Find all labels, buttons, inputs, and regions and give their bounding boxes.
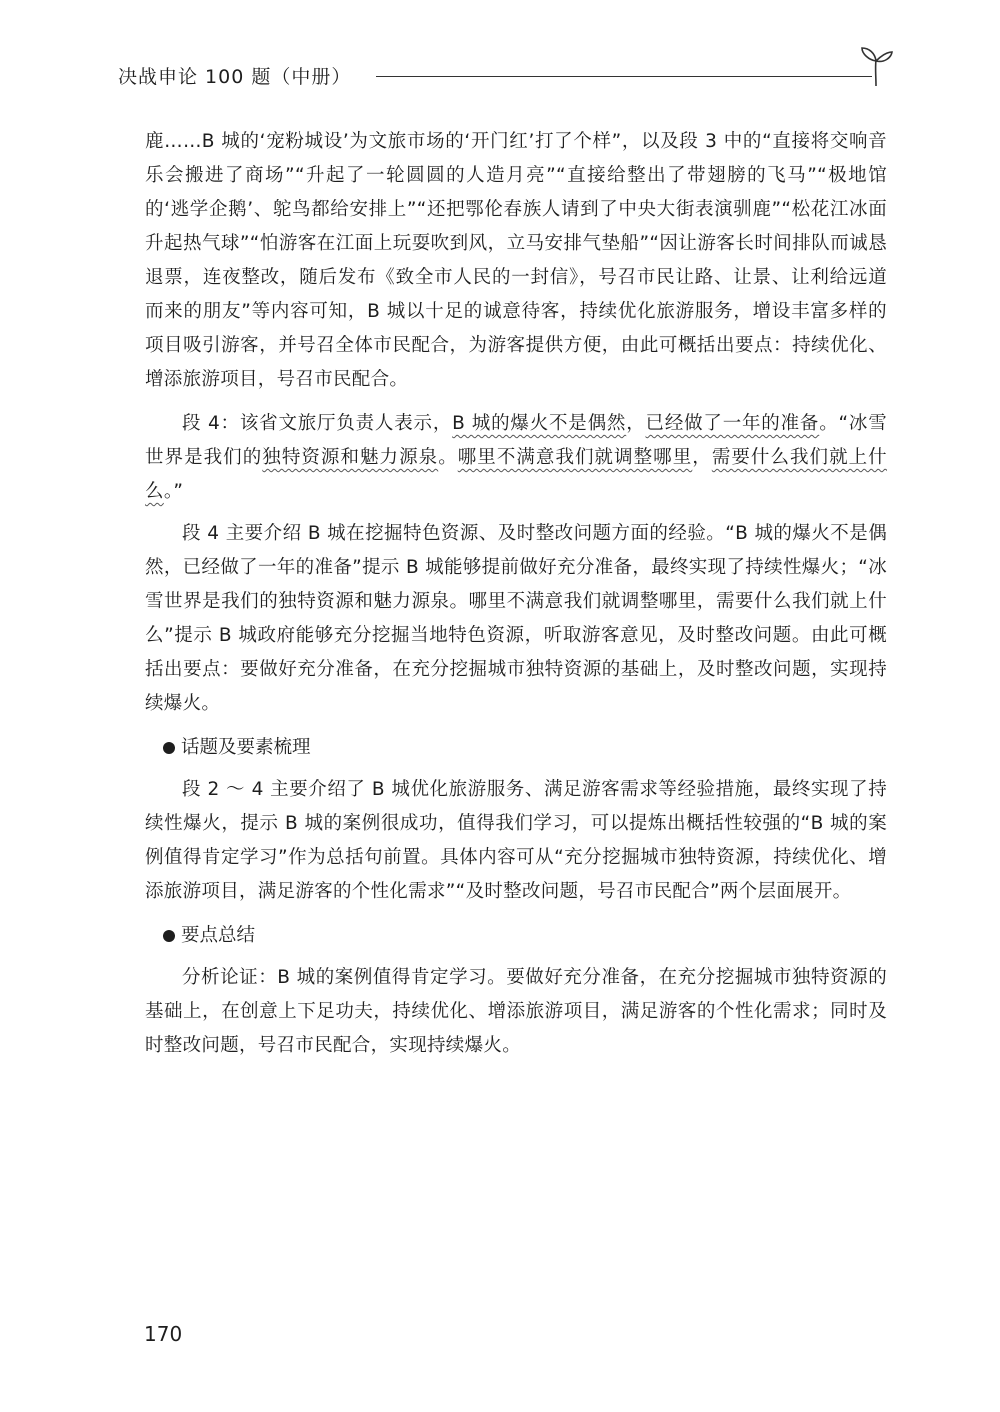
section-heading-topic [145, 731, 887, 765]
underlined-phrase: 需要什么我们就上什么 [145, 447, 887, 502]
page-number: 170 [144, 1322, 183, 1346]
source-text: ， [626, 413, 646, 434]
source-text: 。 [438, 447, 458, 468]
paragraph-analysis-4: 段 4 主要介绍 B 城在挖掘特色资源、及时整改问题方面的经验。“B 城的爆火不是偶然，已经做了一年的准备”提示 B 城能够提前做好充分准备，最终实现了持续性爆火；“冰雪世界是我们的独特资源和魅力源泉。哪里不满意我们就调整哪里，需要什么我们就上什么”提示 B 城政府能够充分挖掘当地特色资源，听取游客意见，及时整改问题。由此可概括出要点：要做好充分准备，在充分挖掘城市独特资源的基础上，及时整改问题，实现持续爆火。 [145, 523, 887, 714]
section-heading-label: 话题及要素梳理 [181, 737, 311, 758]
source-text: 。“冰雪世界是我们的 [145, 413, 887, 468]
paragraph-topic: 段 2 ～ 4 主要介绍了 B 城优化旅游服务、满足游客需求等经验措施，最终实现了持续性爆火，提示 B 城的案例很成功，值得我们学习，可以提炼出概括性较强的“B 城的案例值得肯定学习”作为总括句前置。具体内容可从“充分挖掘城市独特资源，持续优化、增添旅游项目，满足游客的个性化需求”“及时整改问题，号召市民配合”两个层面展开。 [145, 779, 887, 902]
paragraph-analysis-3: 鹿……B 城的‘宠粉城设’为文旅市场的‘开门红’打了个样”，以及段 3 中的“直接将交响音乐会搬进了商场”“升起了一轮圆圆的人造月亮”“直接给整出了带翅膀的飞马”“极地馆的‘逃学企鹅’、鸵鸟都给安排上”“还把鄂伦春族人请到了中央大街表演驯鹿”“松花江冰面升起热气球”“怕游客在江面上玩耍吹到风，立马安排气垫船”“因让游客长时间排队而诚恳退票，连夜整改，随后发布《致全市人民的一封信》，号召市民让路、让景、让利给远道而来的朋友”等内容可知，B 城以十足的诚意待客，持续优化旅游服务，增设丰富多样的项目吸引游客，并号召全体市民配合，为游客提供方便，由此可概括出要点：持续优化、增添旅游项目，号召市民配合。 [145, 131, 887, 390]
underlined-phrase: 哪里不满意我们就调整哪里 [457, 447, 693, 468]
book-title: 决战申论 100 题（中册） [118, 66, 352, 88]
underlined-phrase: B 城的爆火不是偶然 [452, 413, 627, 434]
sprout-icon [856, 42, 896, 88]
bullet-icon [163, 742, 175, 754]
running-header [118, 56, 890, 96]
underlined-phrase: 独特资源和魅力源泉 [262, 447, 439, 468]
page-body [145, 125, 887, 1073]
source-text: ， [692, 447, 712, 468]
bullet-icon [163, 930, 175, 942]
source-text: 。” [163, 481, 184, 502]
source-text: 段 4：该省文旅厅负责人表示， [182, 413, 453, 434]
section-heading-label: 要点总结 [181, 925, 256, 946]
section-heading-summary [145, 919, 887, 953]
paragraph-summary: 分析论证：B 城的案例值得肯定学习。要做好充分准备，在充分挖掘城市独特资源的基础上，在创意上下足功夫，持续优化、增添旅游项目，满足游客的个性化需求；同时及时整改问题，号召市民配合，实现持续爆火。 [145, 967, 887, 1056]
header-rule [376, 76, 872, 77]
underlined-phrase: 已经做了一年的准备 [645, 413, 820, 434]
paragraph-source-4 [145, 407, 887, 509]
